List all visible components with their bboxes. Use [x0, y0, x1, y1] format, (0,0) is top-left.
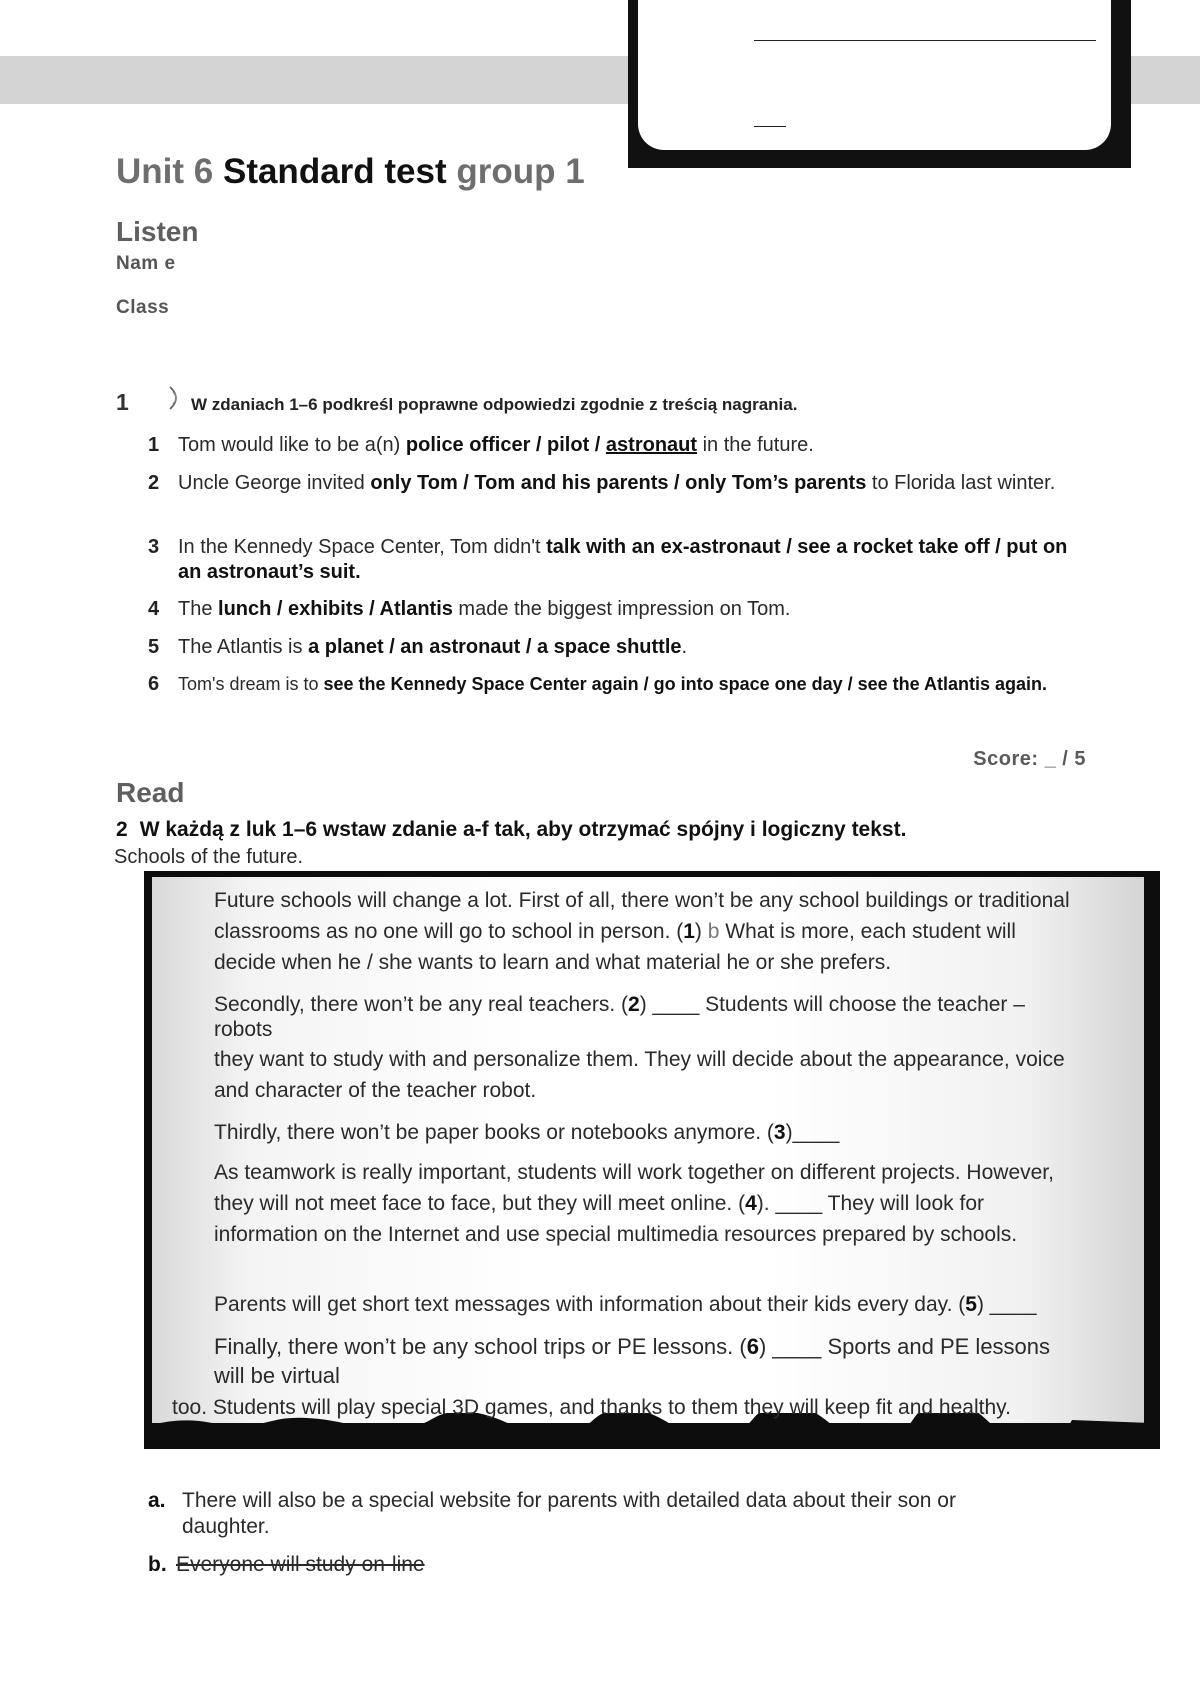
listen-item-2: 2 Uncle George invited only Tom / Tom and his parents / only Tom’s parents to Florida last winter. [148, 472, 1056, 494]
name-answer-line[interactable] [754, 40, 1096, 41]
gap-4[interactable]: ). ____ They will look for information on the Internet and use special multimedia resources prepared by schools. [214, 1192, 1018, 1246]
paragraph-2-cont: they want to study with and personalize them. They will decide about the appearance, voice and character of the teacher robot. [214, 1048, 1065, 1102]
paragraph-2: Secondly, there won’t be any real teachers. (2) ____ Students will choose the teacher – robots [214, 993, 1025, 1041]
exercise-2-instruction: 2 W każdą z luk 1–6 wstaw zdanie a-f tak, aby otrzymać spójny i logiczny tekst. [116, 818, 907, 841]
paragraph-4: As teamwork is really important, students will work together on different projects. However, they will not meet face to face, but they will meet online. (4). ____ They will look for information on the Internet and use special multimedia resources prepared by schools. [214, 1161, 1054, 1246]
gap-3[interactable]: )____ [785, 1121, 840, 1144]
answer-choices[interactable]: talk with an ex-astronaut / see a rocket take off / put on an astronaut’s suit. [178, 536, 1068, 583]
score-listen: Score: _ / 5 [973, 748, 1086, 770]
paragraph-3: Thirdly, there won’t be paper books or notebooks anymore. (3)____ [214, 1121, 840, 1144]
audio-icon [168, 384, 186, 412]
answer-choices[interactable]: a planet / an astronaut / a space shuttle [308, 636, 682, 658]
paragraph-6: Finally, there won’t be any school trips or PE lessons. (6) ____ Sports and PE lessons will be virtual [214, 1334, 1051, 1388]
name-label: Nam e [116, 253, 176, 274]
listen-heading: Listen [116, 216, 199, 247]
paragraph-1: Future schools will change a lot. First of all, there won’t be any school buildings or traditional classrooms as no one will go to school in person. (1) b What is more, each student will decide when he / she wants to learn and what material he or she prefers. [214, 889, 1070, 974]
text-title: Schools of the future. [114, 846, 304, 868]
gap-5[interactable]: ) ____ [976, 1293, 1037, 1316]
gap-1-answer[interactable]: b [707, 920, 720, 943]
answer-choices[interactable]: lunch / exhibits / Atlantis [218, 598, 453, 620]
answer-choices[interactable]: see the Kennedy Space Center again / go into space one day / see the Atlantis again. [323, 674, 1048, 694]
class-label: Class [116, 297, 170, 318]
answer-choices[interactable]: police officer / pilot / [405, 434, 606, 456]
listen-item-5: 5 The Atlantis is a planet / an astronaut / a space shuttle. [148, 636, 688, 658]
listen-item-6: 6 Tom's dream is to see the Kennedy Space Center again / go into space one day / see the Atlantis again. [148, 673, 1048, 695]
name-class-box [628, 0, 1131, 168]
listen-item-4: 4 The lunch / exhibits / Atlantis made the biggest impression on Tom. [148, 598, 791, 620]
answer-choices[interactable]: only Tom / Tom and his parents / only Tom’s parents [370, 472, 867, 494]
exercise-1-instruction: W zdaniach 1–6 podkreśl poprawne odpowiedzi zgodnie z treścią nagrania. [191, 395, 798, 414]
underlined-answer[interactable]: astronaut [605, 434, 698, 456]
listen-item-1: 1 Tom would like to be a(n) police officer / pilot / astronaut in the future. [148, 434, 814, 456]
option-a[interactable]: a. There will also be a special website for parents with detailed data about their son or daughter. [148, 1489, 956, 1538]
read-heading: Read [116, 777, 185, 808]
option-b[interactable]: b. Everyone will study on-line [148, 1553, 425, 1576]
exercise-1-number: 1 [116, 389, 129, 415]
paragraph-5: Parents will get short text messages with information about their kids every day. (5) ____ [214, 1293, 1037, 1316]
gap-6[interactable]: ) ____ Sports and PE lessons will be virtual [214, 1334, 1051, 1388]
paragraph-6-cont: too. Students will play special 3D games, and thanks to them they will keep fit and healthy. [172, 1396, 1011, 1419]
gap-2[interactable]: ) ____ Students will choose the teacher – robots [214, 993, 1025, 1041]
page-title: Unit 6 Standard test group 1 [116, 152, 585, 191]
listen-item-3: 3 In the Kennedy Space Center, Tom didn't talk with an ex-astronaut / see a rocket take off / put on an astronaut’s suit. [148, 536, 1068, 583]
class-answer-line[interactable] [754, 126, 786, 127]
exercise-2-number: 2 [116, 818, 128, 841]
